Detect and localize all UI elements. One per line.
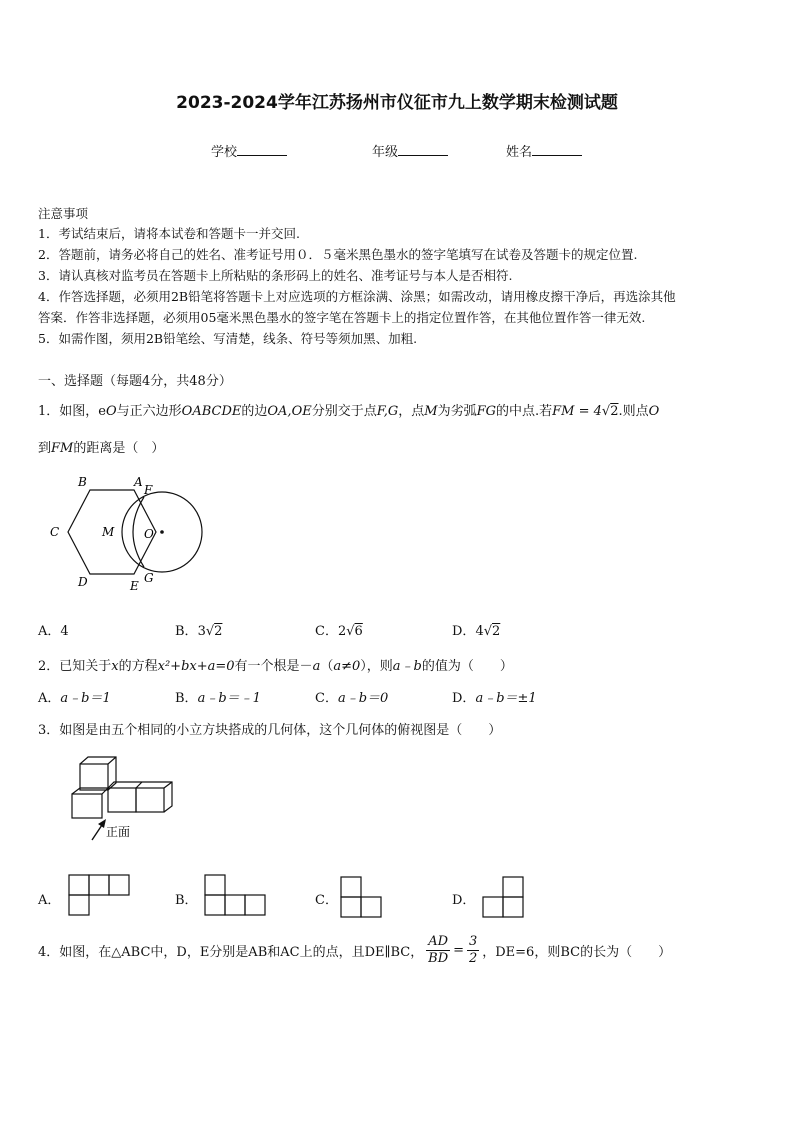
q3-option-a-label[interactable]: A．	[38, 893, 61, 908]
name-field[interactable]	[506, 141, 582, 160]
cube-front	[72, 794, 102, 818]
ratio-fraction: $\frac{AD}{BD}$	[428, 933, 449, 966]
grade-blank[interactable]	[398, 143, 448, 156]
label-e: E	[130, 579, 139, 593]
q1-line1: 1．如图，eO与正六边形OABCDE的边OA,OE分别交于点F,G，点M为劣弧FG的中点.若FM = 4√2.则点O	[38, 404, 660, 419]
name-blank[interactable]	[532, 143, 582, 156]
label-f: F	[144, 483, 153, 497]
school-blank[interactable]	[237, 143, 287, 156]
label-c: C	[50, 525, 60, 539]
q2-stem: 2．已知关于x的方程x²+bx+a=0有一个根是－a（a≠0），则a﹣b的值为（ ）	[38, 659, 513, 674]
grade-field[interactable]	[372, 141, 448, 160]
note-item: 1．考试结束后，请将本试卷和答题卡一并交回.	[38, 226, 300, 241]
label-d: D	[78, 575, 88, 589]
section-heading: 一、选择题（每题4分，共48分）	[38, 374, 232, 389]
cube-row-2	[136, 788, 164, 812]
center-point	[160, 530, 164, 534]
hexagon-circle-diagram	[46, 474, 216, 600]
q2-option-b[interactable]: B．a﹣b＝﹣1	[175, 691, 261, 706]
q4-stem: 4．如图，在△ABC中，D，E分别是AB和AC上的点，且DE∥BC， $\frac{AD}{BD}$ = $\frac{3}{2}$ ，DE=6，则BC的长为（ ）	[38, 933, 672, 966]
cube-top-front	[80, 764, 108, 790]
note-item: 4．作答选择题，必须用2B铅笔将答题卡上对应选项的方框涂满、涂黑；如需改动，请用橡皮擦干净后，再选涂其他	[38, 289, 676, 304]
q1-option-c[interactable]: C．2√6	[315, 624, 363, 639]
q3-option-a-grid[interactable]	[68, 874, 132, 922]
cube-row-1	[108, 788, 136, 812]
label-g: G	[144, 571, 154, 585]
q1-option-a[interactable]: A．4	[38, 624, 69, 639]
q3-option-d-label[interactable]: D．	[452, 893, 476, 908]
q3-option-c-grid[interactable]	[340, 876, 384, 922]
label-o: O	[144, 527, 154, 541]
q2-option-a[interactable]: A．a﹣b＝1	[38, 691, 111, 706]
page-title: 2023-2024学年江苏扬州市仪征市九上数学期末检测试题	[176, 93, 618, 113]
q3-figure	[68, 756, 178, 844]
arrow-head	[98, 819, 106, 828]
q3-option-c-label[interactable]: C．	[315, 893, 338, 908]
q1-line2: 到FM的距离是（ ）	[38, 441, 165, 456]
note-item: 2．答题前，请务必将自己的姓名、准考证号用０．５毫米黑色墨水的签字笔填写在试卷及答题卡的规定位置.	[38, 247, 638, 262]
q1-option-b[interactable]: B．3√2	[175, 624, 223, 639]
q1-option-d[interactable]: D．4√2	[452, 624, 501, 639]
notes-heading: 注意事项	[38, 206, 89, 221]
arc-fg	[133, 497, 144, 567]
circle-symbol: e	[98, 404, 106, 419]
name-label: 姓名	[506, 145, 533, 160]
q2-option-c[interactable]: C．a﹣b＝0	[315, 691, 389, 706]
front-label: 正面	[106, 825, 131, 839]
q3-option-b-label[interactable]: B．	[175, 893, 198, 908]
label-m: M	[102, 525, 115, 539]
school-field[interactable]	[211, 141, 287, 160]
q3-option-b-grid[interactable]	[204, 874, 268, 922]
note-item: 3．请认真核对监考员在答题卡上所粘贴的条形码上的姓名、准考证号与本人是否相符.	[38, 268, 513, 283]
school-label: 学校	[211, 145, 238, 160]
q1-figure	[46, 474, 216, 600]
label-a: A	[134, 475, 143, 489]
q2-option-d[interactable]: D．a﹣b＝±1	[452, 691, 537, 706]
label-b: B	[78, 475, 87, 489]
note-item: 5．如需作图，须用2B铅笔绘、写清楚，线条、符号等须加黑、加粗.	[38, 331, 418, 346]
q3-option-d-grid[interactable]	[482, 876, 526, 922]
grade-label: 年级	[372, 145, 399, 160]
note-item: 答案．作答非选择题，必须用05毫米黑色墨水的签字笔在答题卡上的指定位置作答，在其他位置作答一律无效.	[38, 310, 646, 325]
sqrt-sign: √	[601, 404, 611, 419]
q3-stem: 3．如图是由五个相同的小立方块搭成的几何体，这个几何体的俯视图是（ ）	[38, 723, 502, 738]
cubes-diagram	[68, 756, 178, 844]
value-fraction: $\frac{3}{2}$	[468, 933, 478, 966]
